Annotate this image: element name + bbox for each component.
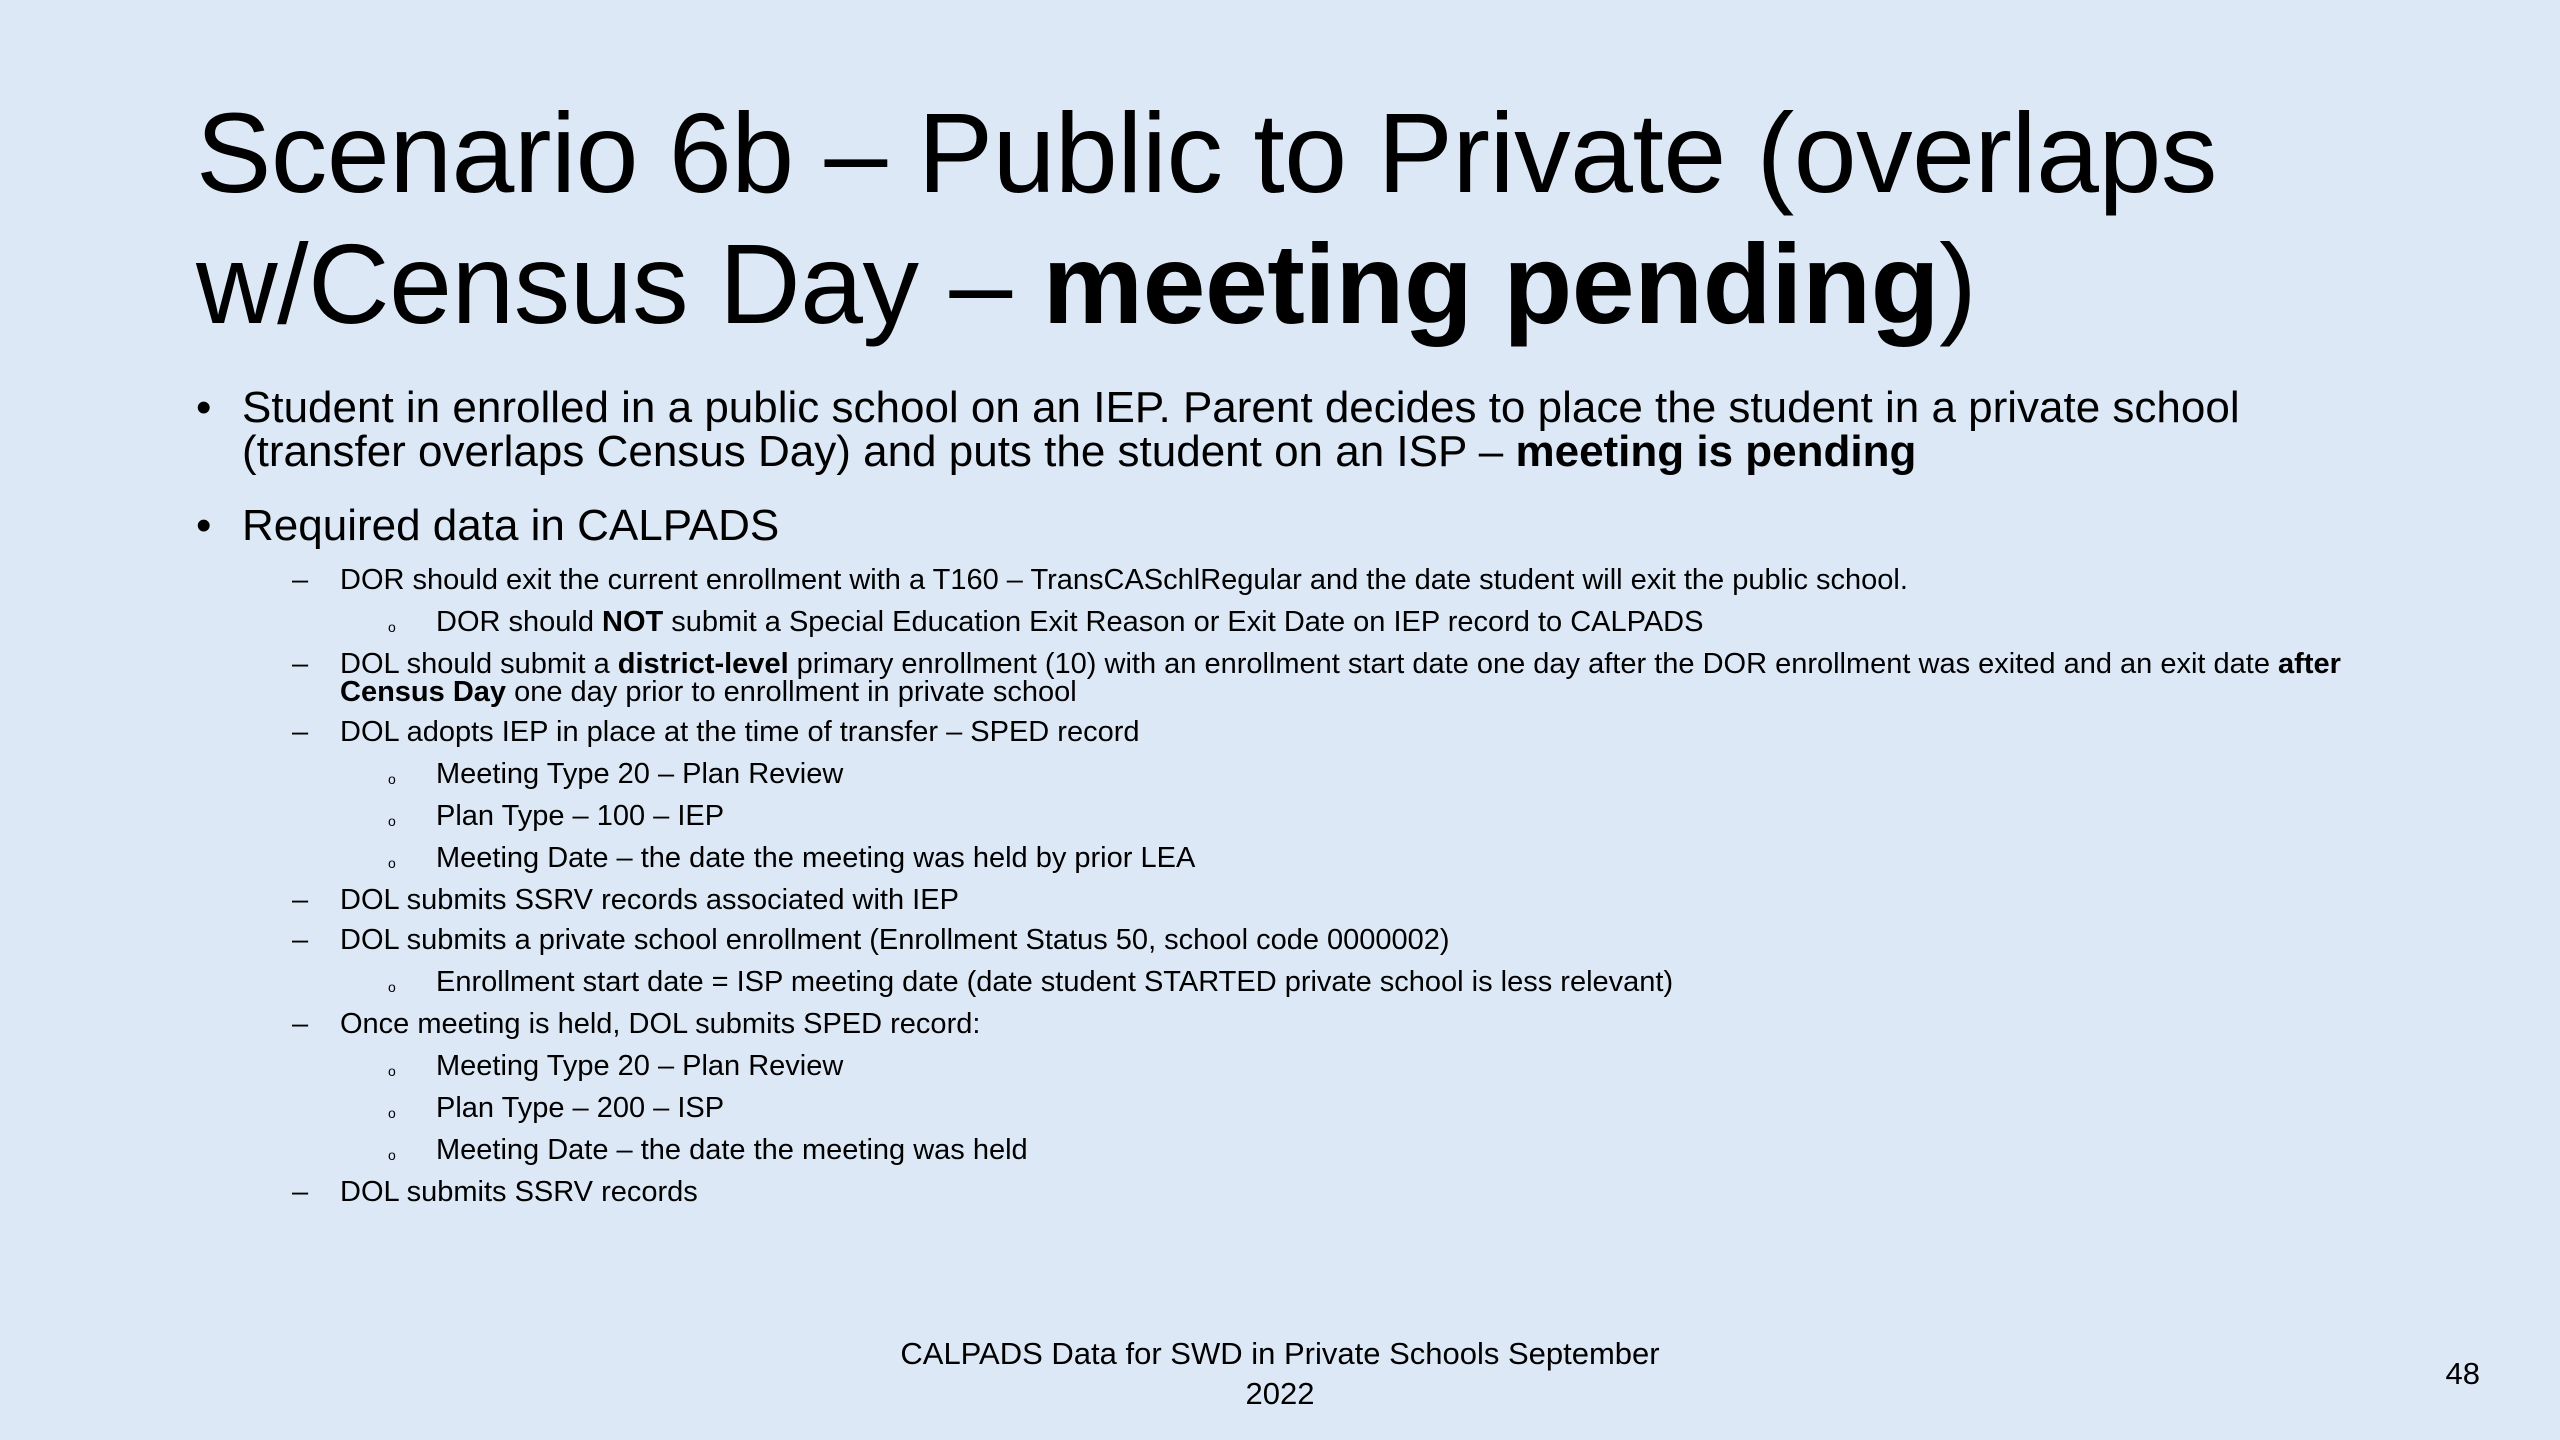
dash-marker: –	[292, 924, 309, 956]
bullet-bold-text: meeting is pending	[1515, 427, 1917, 476]
subitem-plan-type-iep	[388, 800, 2396, 832]
subitem-meeting-type	[388, 758, 2396, 790]
subitem-meeting-type	[388, 1050, 2396, 1082]
circle-marker: o	[388, 771, 396, 787]
item-bold-text: after Census Day	[340, 648, 2341, 708]
slide-content	[196, 383, 2396, 1218]
item-text: Once meeting is held, DOL submits SPED record:	[340, 1008, 981, 1040]
dash-marker: –	[292, 884, 309, 916]
title-text: Scenario 6b – Public to Private (overlaps w/Census Day –	[196, 90, 2217, 347]
item-text: DOL should submit a	[340, 648, 618, 680]
dash-marker: –	[292, 648, 309, 680]
dash-marker: –	[292, 716, 309, 748]
subitem-meeting-date-held	[388, 1134, 2396, 1166]
subitem-text: Meeting Date – the date the meeting was held by prior LEA	[436, 842, 1196, 874]
subitem-text: Meeting Date – the date the meeting was held	[436, 1134, 1028, 1166]
slide-title	[196, 88, 2446, 350]
dash-marker: –	[292, 1176, 309, 1208]
subitem-text: Plan Type – 200 – ISP	[436, 1092, 725, 1124]
dash-marker: –	[292, 1008, 309, 1040]
bullet-scenario-description	[196, 383, 2396, 476]
subitem-meeting-date-prior	[388, 842, 2396, 874]
item-ssrv-iep	[292, 884, 2396, 916]
slide-footer: CALPADS Data for SWD in Private Schools September 2022	[900, 1336, 1660, 1411]
subitem-plan-type-isp	[388, 1092, 2396, 1124]
circle-marker: o	[388, 619, 396, 635]
bullet-marker: •	[196, 383, 212, 432]
circle-marker: o	[388, 1063, 396, 1079]
item-text: primary enrollment (10) with an enrollment start date one day after the DOR enrollment was exited and an exit date	[788, 648, 2279, 680]
subitem-dor-not-submit	[388, 606, 2396, 638]
item-text: one day prior to enrollment in private school	[506, 676, 1077, 708]
subitem-bold-text: NOT	[602, 606, 664, 638]
item-text: DOR should exit the current enrollment with a T160 – TransCASchlRegular and the date student will exit the public school.	[340, 564, 1908, 596]
item-once-meeting-held	[292, 1008, 2396, 1040]
circle-marker: o	[388, 979, 396, 995]
item-bold-text: district-level	[617, 648, 789, 680]
bullet-required-data	[196, 501, 2396, 550]
item-dol-adopts-iep	[292, 716, 2396, 748]
item-dol-submit-enrollment	[292, 648, 2396, 708]
circle-marker: o	[388, 1105, 396, 1121]
item-text: DOL adopts IEP in place at the time of transfer – SPED record	[340, 716, 1140, 748]
dash-marker: –	[292, 564, 309, 596]
subitem-text: Plan Type – 100 – IEP	[436, 800, 725, 832]
subitem-text: Meeting Type 20 – Plan Review	[436, 758, 844, 790]
bullet-text: Student in enrolled in a public school on an IEP. Parent decides to place the student in a private school (transfer overlaps Census Day) and puts the student on an ISP –	[242, 383, 2240, 476]
circle-marker: o	[388, 1147, 396, 1163]
item-text: DOL submits a private school enrollment (Enrollment Status 50, school code 0000002)	[340, 924, 1450, 956]
bullet-marker: •	[196, 501, 212, 550]
item-ssrv-records	[292, 1176, 2396, 1208]
item-text: DOL submits SSRV records associated with IEP	[340, 884, 959, 916]
item-private-enrollment	[292, 924, 2396, 956]
page-number: 48	[2445, 1356, 2480, 1391]
title-bold-text: meeting pending	[1042, 221, 1940, 347]
circle-marker: o	[388, 813, 396, 829]
subitem-text: Meeting Type 20 – Plan Review	[436, 1050, 844, 1082]
subitem-enrollment-start	[388, 966, 2396, 998]
subitem-text: Enrollment start date = ISP meeting date (date student STARTED private school is less relevant)	[436, 966, 1674, 998]
item-text: DOL submits SSRV records	[340, 1176, 698, 1208]
subitem-text: DOR should	[436, 606, 603, 638]
circle-marker: o	[388, 855, 396, 871]
subitem-text: submit a Special Education Exit Reason or Exit Date on IEP record to CALPADS	[663, 606, 1704, 638]
title-close-paren: )	[1939, 221, 1977, 347]
bullet-text: Required data in CALPADS	[242, 501, 780, 550]
item-dor-exit	[292, 564, 2396, 596]
